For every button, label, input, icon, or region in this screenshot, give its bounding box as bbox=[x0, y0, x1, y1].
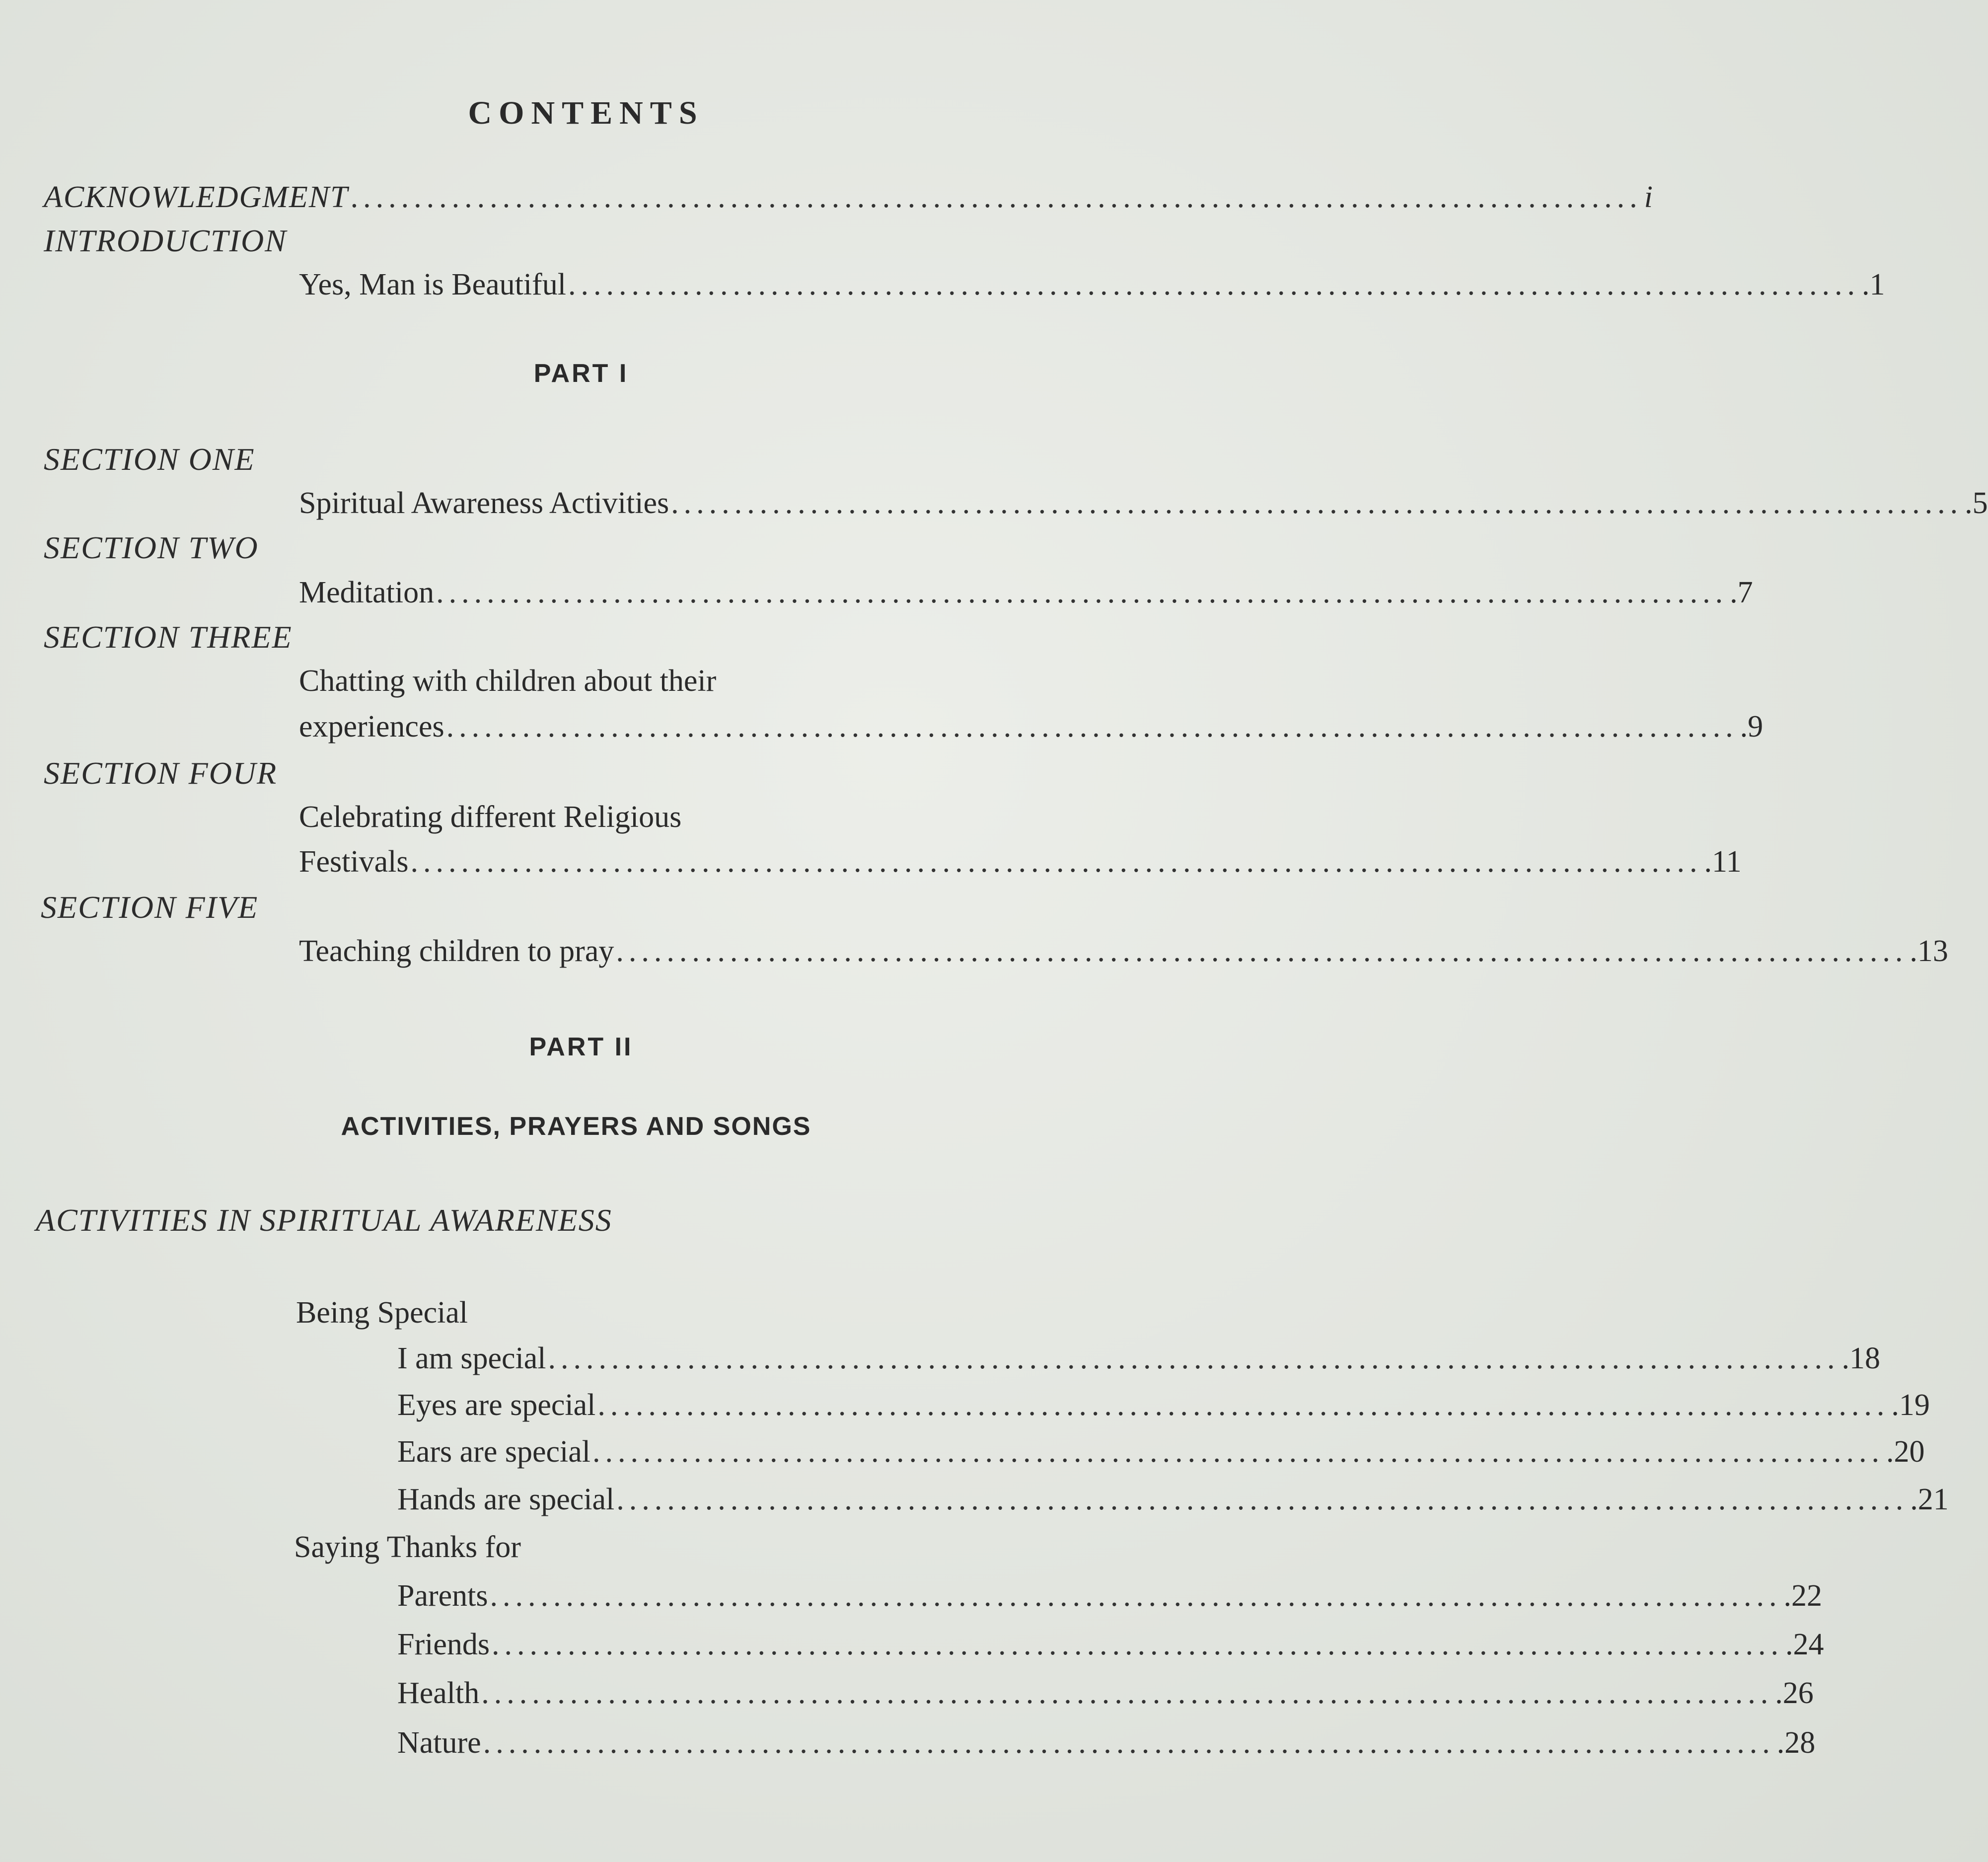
toc-entry-label: Parents bbox=[397, 1579, 488, 1613]
toc-page-number: .1 bbox=[1861, 268, 1885, 301]
toc-entry-label: Eyes are special bbox=[397, 1388, 596, 1422]
toc-entry-label: Health bbox=[397, 1676, 480, 1710]
dot-leader: ...................................................................................................... bbox=[671, 486, 1963, 520]
dot-leader: ...................................................................................................... bbox=[350, 180, 1642, 214]
toc-page-number: .24 bbox=[1785, 1628, 1824, 1661]
toc-entry-label: Festivals bbox=[299, 845, 409, 879]
dot-leader: ...................................................................................................... bbox=[446, 710, 1738, 744]
dot-leader: ...................................................................................................... bbox=[616, 934, 1908, 968]
toc-entry-label: Nature bbox=[397, 1726, 481, 1760]
toc-entry-section-five[interactable] bbox=[299, 934, 1948, 969]
toc-page-number: .18 bbox=[1841, 1341, 1881, 1375]
toc-entry-label: experiences bbox=[299, 710, 444, 744]
toc-entry-friends[interactable] bbox=[397, 1627, 1824, 1662]
page-title: CONTENTS bbox=[468, 95, 704, 131]
dot-leader: ...................................................................................................... bbox=[492, 1628, 1783, 1661]
part-two-title: PART II bbox=[529, 1033, 633, 1061]
toc-heading-introduction: INTRODUCTION bbox=[44, 223, 287, 258]
toc-entry-label: I am special bbox=[397, 1341, 546, 1375]
toc-entry-i-am-special[interactable] bbox=[397, 1341, 1881, 1376]
toc-entry-ears-are-special[interactable] bbox=[397, 1434, 1925, 1470]
dot-leader: ...................................................................................................... bbox=[483, 1726, 1775, 1760]
activities-heading: ACTIVITIES IN SPIRITUAL AWARENESS bbox=[36, 1202, 612, 1238]
toc-entry-section-two[interactable] bbox=[299, 575, 1753, 610]
dot-leader: ...................................................................................................... bbox=[568, 268, 1860, 301]
toc-entry-hands-are-special[interactable] bbox=[397, 1482, 1949, 1517]
toc-page-number: .20 bbox=[1886, 1435, 1925, 1469]
toc-entry-label: Hands are special bbox=[397, 1483, 615, 1516]
toc-entry-section-three[interactable] bbox=[299, 709, 1764, 745]
toc-page-number: .19 bbox=[1891, 1388, 1930, 1422]
part-one-title: PART I bbox=[533, 359, 629, 388]
toc-entry-line: Chatting with children about their bbox=[299, 664, 717, 698]
toc-entry-label: Teaching children to pray bbox=[299, 934, 614, 968]
dot-leader: ...................................................................................................... bbox=[436, 576, 1728, 609]
toc-entry-label: Spiritual Awareness Activities bbox=[299, 486, 669, 520]
dot-leader: ...................................................................................................... bbox=[410, 845, 1702, 879]
toc-page-number: .9 bbox=[1740, 710, 1764, 744]
toc-entry-parents[interactable] bbox=[397, 1578, 1823, 1614]
group-title-saying-thanks: Saying Thanks for bbox=[294, 1530, 521, 1564]
toc-page-number: .13 bbox=[1910, 934, 1948, 968]
toc-entry-nature[interactable] bbox=[397, 1725, 1816, 1761]
toc-entry-acknowledgment[interactable] bbox=[44, 180, 1653, 215]
dot-leader: ...................................................................................................... bbox=[548, 1341, 1840, 1375]
toc-page-number: .7 bbox=[1730, 576, 1753, 609]
section-three-heading: SECTION THREE bbox=[44, 619, 293, 655]
toc-entry-label: ACKNOWLEDGMENT bbox=[44, 180, 349, 214]
toc-entry-label: Meditation bbox=[299, 576, 435, 609]
toc-entry-section-one[interactable] bbox=[299, 486, 1988, 521]
dot-leader: ...................................................................................................... bbox=[616, 1483, 1909, 1516]
toc-entry-label: Friends bbox=[397, 1628, 490, 1661]
toc-page-number: .22 bbox=[1783, 1579, 1823, 1613]
toc-entry-label: Ears are special bbox=[397, 1435, 590, 1469]
dot-leader: ...................................................................................................... bbox=[592, 1435, 1884, 1469]
section-five-heading: SECTION FIVE bbox=[41, 890, 259, 925]
part-two-subtitle: ACTIVITIES, PRAYERS AND SONGS bbox=[341, 1112, 811, 1141]
toc-page-number: .21 bbox=[1910, 1483, 1949, 1516]
dot-leader: ...................................................................................................... bbox=[481, 1676, 1773, 1710]
toc-entry-health[interactable] bbox=[397, 1676, 1814, 1711]
dot-leader: ...................................................................................................... bbox=[597, 1388, 1890, 1422]
toc-entry-eyes-are-special[interactable] bbox=[397, 1388, 1930, 1423]
toc-page-number: i bbox=[1644, 180, 1653, 214]
toc-page-number: .28 bbox=[1776, 1726, 1816, 1760]
toc-entry-line: Celebrating different Religious bbox=[299, 800, 682, 834]
toc-entry-label: Yes, Man is Beautiful bbox=[299, 268, 566, 301]
toc-page-number: .26 bbox=[1775, 1676, 1814, 1710]
group-title-being-special: Being Special bbox=[296, 1296, 468, 1330]
toc-entry-intro[interactable] bbox=[299, 267, 1885, 302]
toc-page-number: .11 bbox=[1704, 845, 1742, 879]
dot-leader: ...................................................................................................... bbox=[490, 1579, 1782, 1613]
section-four-heading: SECTION FOUR bbox=[44, 755, 278, 791]
toc-entry-section-four[interactable] bbox=[299, 844, 1742, 880]
toc-page-number: .5 bbox=[1965, 486, 1988, 520]
section-one-heading: SECTION ONE bbox=[44, 442, 255, 477]
section-two-heading: SECTION TWO bbox=[44, 530, 259, 565]
